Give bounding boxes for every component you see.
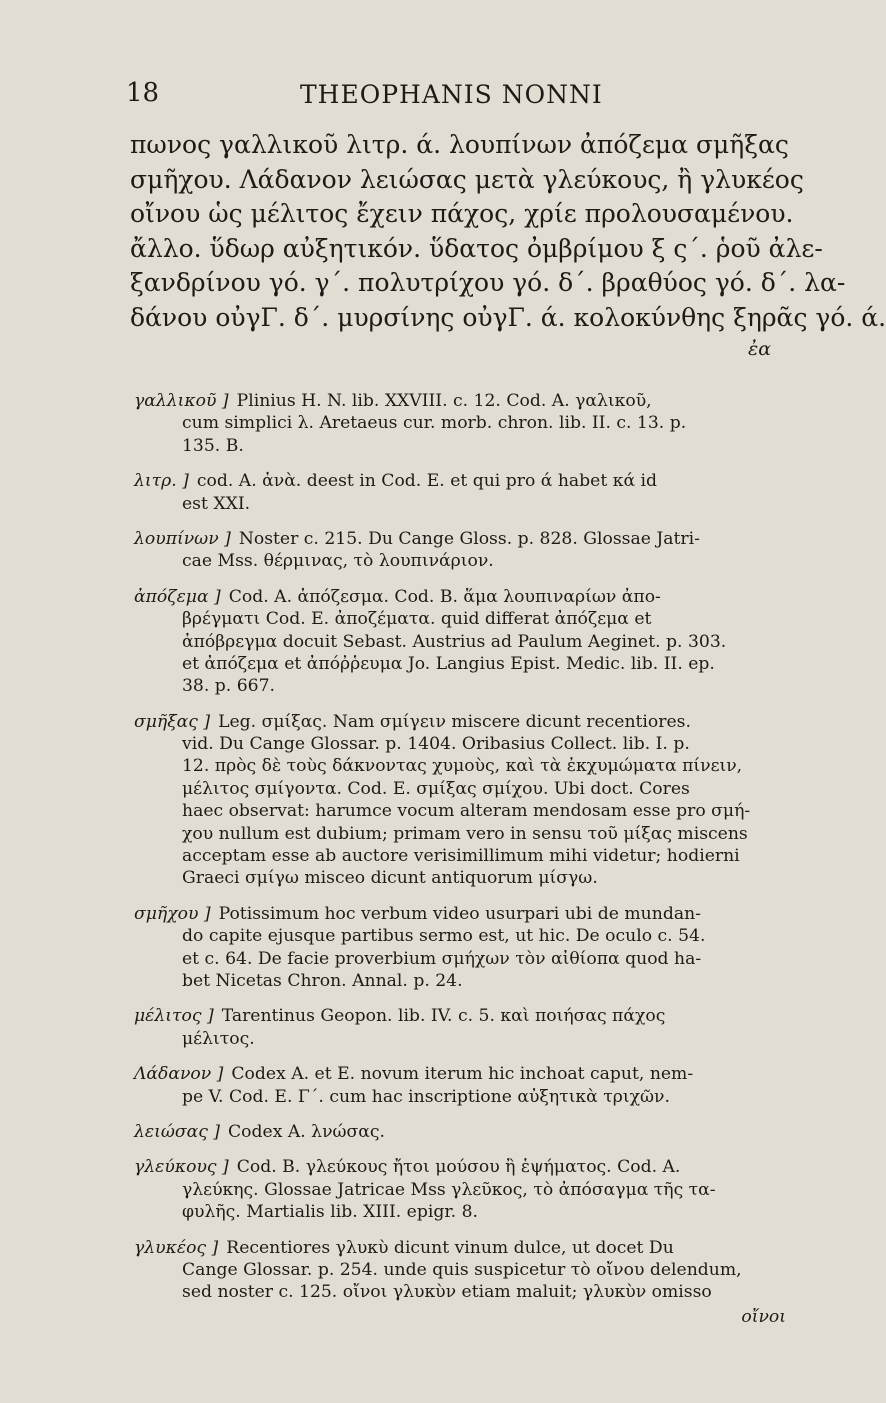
footnote-line [134, 778, 786, 800]
footnote [134, 1005, 786, 1050]
footnote-text: Noster c. 215. Du Cange Gloss. p. 828. Glossae Jatri- [238, 528, 700, 549]
footnote-line [134, 1156, 786, 1178]
footnote [134, 586, 786, 698]
footnote-line [134, 845, 786, 867]
footnote-line [134, 586, 786, 608]
footnote-line [134, 528, 786, 550]
main-line: δάνου οὐγΓ. δ΄. μυρσίνης οὐγΓ. ά. κολοκύνθης ξηρᾶς γό. ά. [130, 302, 886, 332]
footnote-line [134, 925, 786, 947]
footnote-lemma: γαλλικοῦ ] [134, 391, 229, 411]
footnote-line [134, 653, 786, 675]
footnote-line [134, 711, 786, 733]
footnote-text: χου nullum est dubium; primam vero in sensu τοῦ μίξας miscens [182, 823, 748, 844]
footnote-text: acceptam esse ab auctore verisimillimum mihi videtur; hodierni [182, 846, 740, 867]
footnote-line [134, 1179, 786, 1201]
footnote-line [134, 970, 786, 992]
footnote [134, 1063, 786, 1108]
footnote-text: Codex A. λνώσας. [228, 1121, 385, 1142]
footnote-line [134, 435, 786, 457]
footnote-text: Tarentinus Geopon. lib. IV. c. 5. καὶ ποιήσας πάχος [221, 1006, 666, 1027]
footnote-lemma: σμῆξας ] [134, 711, 211, 732]
footnote-text: et c. 64. De facie proverbium σμήχων τὸν αἰθίοπα quod ha- [182, 948, 702, 969]
footnote-text: Cod. B. γλεύκους ἤτοι μούσου ἢ ἑψήματος. Cod. A. [236, 1157, 681, 1178]
footnote-line [134, 608, 786, 630]
footnote-line [134, 1086, 786, 1108]
footnote-line [134, 1281, 786, 1303]
footnote-line [134, 1259, 786, 1281]
footnote-text: Graeci σμίγω misceo dicunt antiquorum μίσγω. [182, 868, 598, 889]
footnote-text: cod. A. ἀνὰ. deest in Cod. E. et qui pro ά habet κά id [196, 471, 658, 492]
main-line: σμῆχου. Λάδανον λειώσας μετὰ γλεύκους, ἢ γλυκέος [130, 164, 804, 194]
footnote-text: Potissimum hoc verbum video usurpari ubi de mundan- [218, 903, 701, 924]
footnote [134, 711, 786, 890]
running-title: THEOPHANIS NONNI [300, 80, 603, 109]
footnote-line [134, 470, 786, 492]
footnote-text: sed noster c. 125. οἴνοι γλυκὺν etiam maluit; γλυκὺν omisso [182, 1282, 712, 1303]
footnote-text: Leg. σμίξας. Nam σμίγειν miscere dicunt recentiores. [218, 711, 691, 732]
footnote-line [134, 1063, 786, 1085]
footnote-text: vid. Du Cange Glossar. p. 1404. Oribasius Collect. lib. I. p. [182, 734, 690, 755]
page-header [0, 78, 800, 118]
footnote [134, 1156, 786, 1223]
footnote [134, 390, 786, 457]
footnote-text: pe V. Cod. E. Γ΄. cum hac inscriptione αὐξητικὰ τριχῶν. [182, 1086, 670, 1107]
footnote-line [134, 823, 786, 845]
footnote-line [134, 1237, 786, 1259]
footnote-text: est XXI. [182, 493, 251, 514]
footnote-line [134, 390, 786, 412]
footnote-text: 135. B. [182, 435, 244, 456]
footnote-line [134, 631, 786, 653]
main-line: ξανδρίνου γό. γ΄. πολυτρίχου γό. δ΄. βραθύος γό. δ΄. λα- [130, 268, 846, 298]
footnote-text: Cod. A. ἀπόζεσμα. Cod. B. ἅμα λουπιναρίων ἀπο- [228, 586, 661, 607]
main-greek-text [130, 128, 886, 336]
footnote-line [134, 903, 786, 925]
footnote-line [134, 948, 786, 970]
footnote-text: Recentiores γλυκὺ dicunt vinum dulce, ut docet Du [226, 1237, 674, 1258]
footnote-text: bet Nicetas Chron. Annal. p. 24. [182, 970, 463, 991]
catchword-bottom: οἴνοι [741, 1306, 786, 1327]
footnote-line [134, 1201, 786, 1223]
footnote-line [134, 867, 786, 889]
footnote-text: μέλιτος. [182, 1028, 255, 1049]
footnote-line [134, 493, 786, 515]
footnote-line [134, 800, 786, 822]
footnote-line [134, 550, 786, 572]
footnote-lemma: λιτρ. ] [134, 471, 189, 492]
footnote-text: do capite ejusque partibus sermo est, ut hic. De oculo c. 54. [182, 926, 706, 947]
footnote-lemma: γλεύκους ] [134, 1157, 229, 1178]
footnote [134, 470, 786, 515]
footnote-text: φυλῆς. Martialis lib. XIII. epigr. 8. [182, 1202, 478, 1223]
footnote-lemma: Λάδανον ] [134, 1064, 224, 1085]
footnote-lemma: λειώσας ] [134, 1121, 221, 1142]
footnote-text: haec observat: harumce vocum alteram mendosam esse pro σμή- [182, 801, 751, 822]
catchword: ἐα [748, 338, 772, 360]
footnote-lemma: λουπίνων ] [134, 528, 231, 549]
footnote-line [134, 1028, 786, 1050]
footnote-line [134, 755, 786, 777]
footnote-text: Codex A. et E. novum iterum hic inchoat caput, nem- [231, 1064, 694, 1085]
footnotes [134, 390, 786, 1327]
main-line: πωνος γαλλικοῦ λιτρ. ά. λουπίνων ἀπόζεμα σμῆξας [130, 130, 789, 159]
footnote-text: βρέγματι Cod. E. ἀποζέματα. quid differat ἀπόζεμα et [182, 609, 652, 630]
footnote-text: cum simplici λ. Aretaeus cur. morb. chron. lib. II. c. 13. p. [182, 413, 687, 434]
main-line: ἄλλο. ὕδωρ αὐξητικόν. ὕδατος ὀμβρίμου ξ ς΄. ῥοῦ ἀλε- [130, 233, 823, 263]
footnote-text: et ἀπόζεμα et ἀπόῤῥευμα Jo. Langius Epist. Medic. lib. II. ep. [182, 653, 715, 674]
footnote-text: μέλιτος σμίγοντα. Cod. E. σμίξας σμίχου. Ubi doct. Cores [182, 778, 690, 799]
footnote-line [134, 1121, 786, 1143]
footnote [134, 528, 786, 573]
footnote [134, 1121, 786, 1143]
page-number: 18 [126, 78, 160, 108]
footnote-lemma: σμῆχου ] [134, 903, 211, 924]
footnote-text: Plinius H. N. lib. XXVIII. c. 12. Cod. A. γαλικοῦ, [236, 391, 652, 411]
footnote-line [134, 1005, 786, 1027]
footnote-text: γλεύκης. Glossae Jatricae Mss γλεῦκος, τὸ ἀπόσαγμα τῆς τα- [182, 1179, 716, 1200]
footnote-text: ἀπόβρεγμα docuit Sebast. Austrius ad Paulum Aeginet. p. 303. [182, 631, 727, 652]
footnote-text: 38. p. 667. [182, 676, 275, 697]
footnote-line [134, 412, 786, 434]
footnote [134, 1237, 786, 1304]
footnote-lemma: μέλιτος ] [134, 1006, 214, 1027]
footnote-line [134, 675, 786, 697]
footnote-lemma: ἀπόζεμα ] [134, 586, 221, 607]
footnote-text: Cange Glossar. p. 254. unde quis suspicetur τὸ οἴνου delendum, [182, 1259, 742, 1280]
footnote-lemma: γλυκέος ] [134, 1237, 219, 1258]
footnote-text: 12. πρὸς δὲ τοὺς δάκνοντας χυμοὺς, καὶ τὰ ἐκχυμώματα πίνειν, [182, 756, 743, 777]
main-line: οἴνου ὡς μέλιτος ἔχειν πάχος, χρίε προλουσαμένου. [130, 199, 794, 229]
footnote-line [134, 733, 786, 755]
footnote [134, 903, 786, 993]
footnote-text: cae Mss. θέρμινας, τὸ λουπινάριον. [182, 551, 494, 572]
